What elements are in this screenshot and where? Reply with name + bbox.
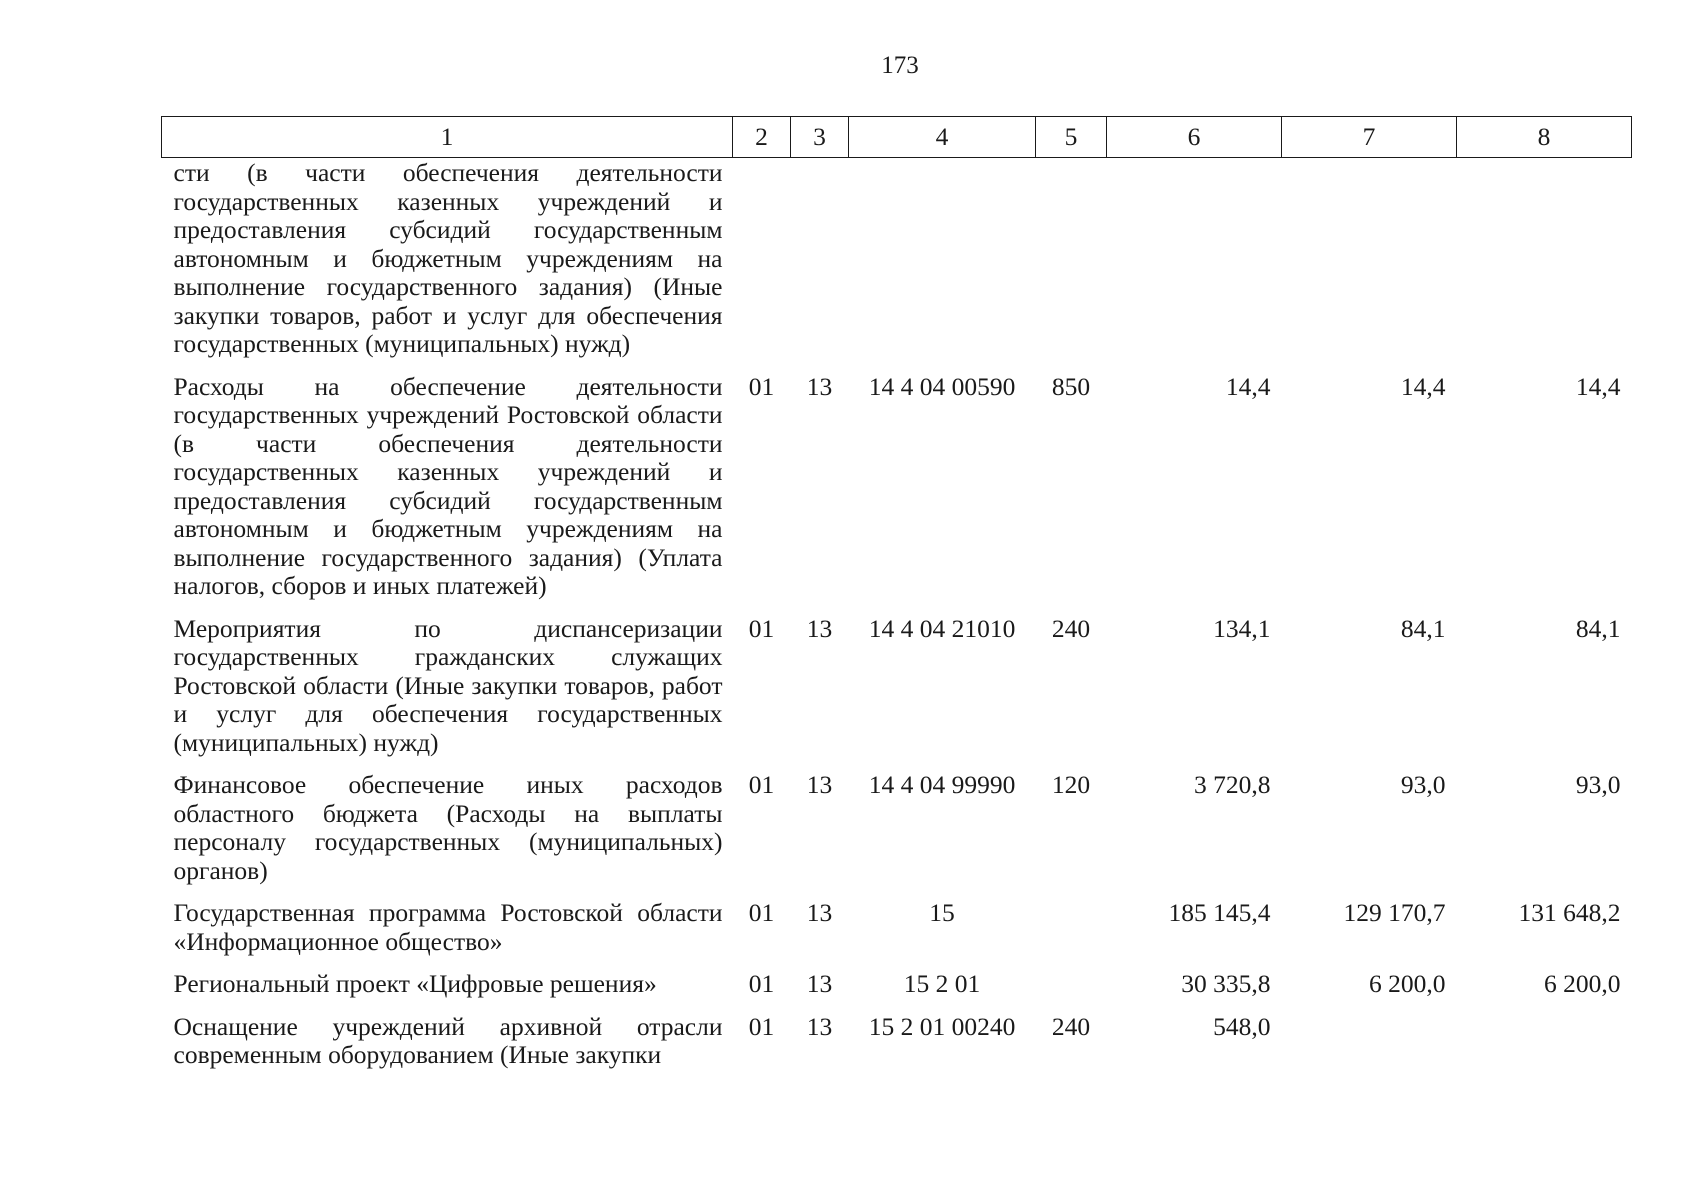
row-section: 01 <box>748 969 775 998</box>
header-col-8: 8 <box>1457 117 1632 158</box>
row-expense-type <box>1036 158 1107 361</box>
row-target-code: 14 4 04 21010 <box>868 613 1016 643</box>
row-amount-col8: 84,1 <box>1575 613 1621 643</box>
row-subsection: 13 <box>806 969 833 998</box>
header-col-5: 5 <box>1036 117 1107 158</box>
row-amount-col7: 6 200,0 <box>1369 969 1446 998</box>
row-amount-col6: 14,4 <box>1225 371 1271 401</box>
row-subsection: 13 <box>806 613 833 643</box>
row-expense-type: 120 <box>1051 770 1091 799</box>
row-amount-col6 <box>1107 158 1282 361</box>
row-subsection: 13 <box>806 1011 833 1041</box>
table-row <box>162 603 1632 760</box>
row-subsection: 13 <box>806 770 833 799</box>
row-subsection: 13 <box>806 898 833 927</box>
header-col-4: 4 <box>849 117 1036 158</box>
row-expense-type <box>1036 958 1107 1001</box>
row-amount-col7: 93,0 <box>1400 770 1446 799</box>
row-expense-type <box>1036 887 1107 958</box>
row-section: 01 <box>748 371 775 401</box>
table-row <box>162 887 1632 958</box>
header-col-3: 3 <box>791 117 849 158</box>
table-header <box>162 117 1632 158</box>
row-amount-col8 <box>1457 158 1632 361</box>
row-amount-col6: 548,0 <box>1213 1011 1271 1041</box>
table-row <box>162 158 1632 361</box>
row-section: 01 <box>748 898 775 927</box>
row-amount-col7: 84,1 <box>1400 613 1446 643</box>
row-subsection: 13 <box>806 371 833 401</box>
row-target-code: 15 <box>929 898 955 927</box>
table-body <box>162 158 1632 1072</box>
row-amount-col6: 134,1 <box>1213 613 1271 643</box>
row-target-code: 15 2 01 00240 <box>868 1011 1016 1041</box>
row-description: сти (в части обеспечения деятельности государственных казенных учреждений и предоставления субсидий государственным автономным и бюджетным учреждениям на выполнение государственного задания) (Иные закупки товаров, работ и услуг для обеспечения государственных (муниципальных) нужд) <box>173 158 723 358</box>
row-expense-type: 850 <box>1051 371 1091 401</box>
row-amount-col8: 131 648,2 <box>1518 898 1621 927</box>
row-expense-type: 240 <box>1051 1011 1091 1041</box>
row-amount-col6: 3 720,8 <box>1194 770 1271 799</box>
row-description: Государственная программа Ростовской области «Информационное общество» <box>173 898 723 956</box>
row-amount-col8: 14,4 <box>1575 371 1621 401</box>
row-section: 01 <box>748 770 775 799</box>
row-section <box>733 158 791 361</box>
row-description: Региональный проект «Цифровые решения» <box>173 969 657 998</box>
budget-table <box>161 116 1632 1072</box>
row-target-code: 14 4 04 00590 <box>868 371 1016 401</box>
row-amount-col6: 185 145,4 <box>1168 898 1271 927</box>
row-target-code <box>849 158 1036 361</box>
row-description: Финансовое обеспечение иных расходов областного бюджета (Расходы на выплаты персоналу государственных (муниципальных) органов) <box>173 770 723 885</box>
row-amount-col7 <box>1282 158 1457 361</box>
row-section: 01 <box>748 613 775 643</box>
row-target-code: 15 2 01 <box>903 969 981 998</box>
row-expense-type: 240 <box>1051 613 1091 643</box>
header-col-1: 1 <box>162 117 733 158</box>
row-section: 01 <box>748 1011 775 1041</box>
row-description: Оснащение учреждений архивной отрасли современным оборудованием (Иные закупки <box>173 1011 723 1069</box>
row-description: Расходы на обеспечение деятельности государственных учреждений Ростовской области (в части обеспечения деятельности государственных казенных учреждений и предоставления субсидий государственным автономным и бюджетным учреждениям на выполнение государственного задания) (Уплата налогов, сборов и иных платежей) <box>173 371 723 600</box>
table-row <box>162 958 1632 1001</box>
header-col-7: 7 <box>1282 117 1457 158</box>
row-amount-col8: 93,0 <box>1575 770 1621 799</box>
row-amount-col8: 6 200,0 <box>1544 969 1621 998</box>
table-row <box>162 361 1632 603</box>
row-subsection <box>791 158 849 361</box>
header-col-2: 2 <box>733 117 791 158</box>
table-row <box>162 759 1632 887</box>
row-amount-col6: 30 335,8 <box>1181 969 1271 998</box>
row-amount-col7: 129 170,7 <box>1343 898 1446 927</box>
row-amount-col7: 14,4 <box>1400 371 1446 401</box>
header-col-6: 6 <box>1107 117 1282 158</box>
table-row <box>162 1001 1632 1072</box>
row-description: Мероприятия по диспансеризации государственных гражданских служащих Ростовской области (Иные закупки товаров, работ и услуг для обеспечения государственных (муниципальных) нужд) <box>173 613 723 757</box>
row-target-code: 14 4 04 99990 <box>868 770 1016 799</box>
page-number: 173 <box>881 52 919 79</box>
row-amount-col7 <box>1282 1001 1457 1072</box>
row-amount-col8 <box>1457 1001 1632 1072</box>
